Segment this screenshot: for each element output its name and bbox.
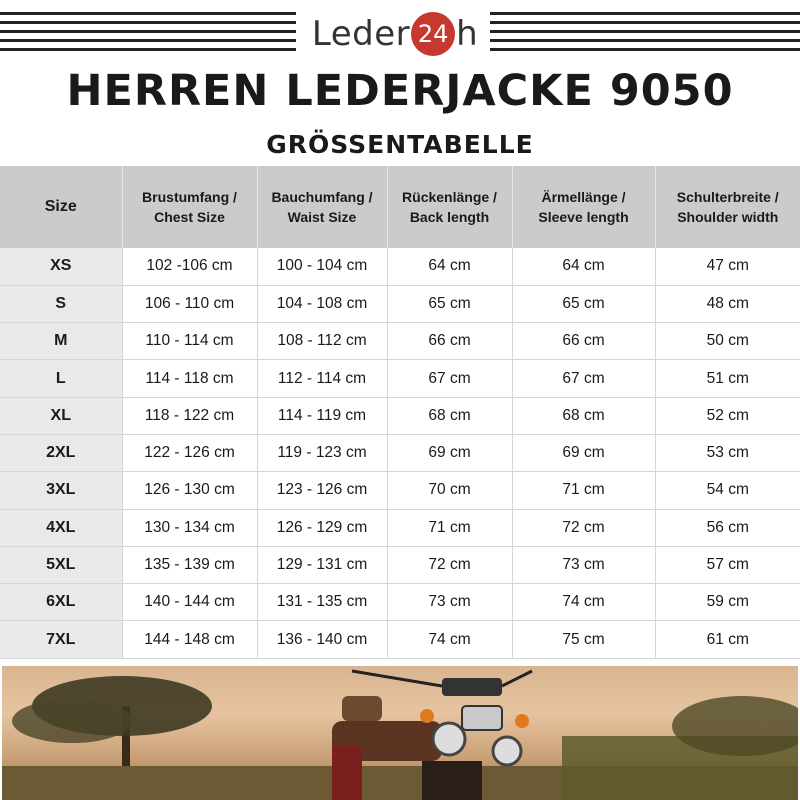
cell-waist: 112 - 114 cm	[257, 360, 387, 397]
cell-size: 3XL	[0, 472, 122, 509]
cell-sleeve-length: 69 cm	[512, 434, 655, 471]
cell-waist: 129 - 131 cm	[257, 546, 387, 583]
cell-back-length: 68 cm	[387, 397, 512, 434]
cell-waist: 114 - 119 cm	[257, 397, 387, 434]
column-header-shoulder-width: Schulterbreite / Shoulder width	[655, 166, 800, 248]
cell-sleeve-length: 66 cm	[512, 323, 655, 360]
cell-waist: 131 - 135 cm	[257, 584, 387, 621]
cell-sleeve-length: 67 cm	[512, 360, 655, 397]
cell-back-length: 64 cm	[387, 248, 512, 285]
cell-size: S	[0, 285, 122, 322]
cell-chest: 144 - 148 cm	[122, 621, 257, 658]
motorcycle-photo	[2, 666, 798, 800]
photo-illustration	[2, 666, 798, 800]
cell-sleeve-length: 74 cm	[512, 584, 655, 621]
table-row	[0, 360, 800, 397]
cell-waist: 136 - 140 cm	[257, 621, 387, 658]
cell-size: 4XL	[0, 509, 122, 546]
table-row	[0, 248, 800, 285]
brand-logo	[310, 8, 480, 60]
table-row	[0, 584, 800, 621]
cell-chest: 130 - 134 cm	[122, 509, 257, 546]
cell-size: M	[0, 323, 122, 360]
page-header	[0, 0, 800, 72]
cell-waist: 119 - 123 cm	[257, 434, 387, 471]
cell-shoulder-width: 54 cm	[655, 472, 800, 509]
table-row	[0, 397, 800, 434]
cell-size: 5XL	[0, 546, 122, 583]
cell-size: XL	[0, 397, 122, 434]
cell-shoulder-width: 56 cm	[655, 509, 800, 546]
cell-back-length: 72 cm	[387, 546, 512, 583]
cell-shoulder-width: 48 cm	[655, 285, 800, 322]
table-row	[0, 323, 800, 360]
logo-text-right: h	[456, 14, 479, 54]
cell-shoulder-width: 47 cm	[655, 248, 800, 285]
cell-back-length: 67 cm	[387, 360, 512, 397]
table-row	[0, 434, 800, 471]
column-header-size: Size	[0, 166, 122, 248]
cell-shoulder-width: 57 cm	[655, 546, 800, 583]
cell-chest: 135 - 139 cm	[122, 546, 257, 583]
page-title: HERREN LEDERJACKE 9050	[66, 66, 734, 116]
table-row	[0, 509, 800, 546]
table-header-row	[0, 166, 800, 248]
column-header-chest: Brustumfang / Chest Size	[122, 166, 257, 248]
page-subtitle: GRÖSSENTABELLE	[266, 130, 534, 159]
cell-chest: 118 - 122 cm	[122, 397, 257, 434]
logo-circle: 24	[411, 12, 455, 56]
cell-chest: 122 - 126 cm	[122, 434, 257, 471]
cell-size: 6XL	[0, 584, 122, 621]
cell-sleeve-length: 73 cm	[512, 546, 655, 583]
table-row	[0, 285, 800, 322]
cell-back-length: 71 cm	[387, 509, 512, 546]
decorative-stripes-left	[0, 12, 296, 60]
cell-waist: 126 - 129 cm	[257, 509, 387, 546]
decorative-stripes-right	[490, 12, 800, 60]
cell-shoulder-width: 52 cm	[655, 397, 800, 434]
cell-back-length: 69 cm	[387, 434, 512, 471]
logo-text-left: Leder	[311, 14, 411, 54]
table-row	[0, 472, 800, 509]
cell-back-length: 73 cm	[387, 584, 512, 621]
cell-sleeve-length: 75 cm	[512, 621, 655, 658]
cell-shoulder-width: 51 cm	[655, 360, 800, 397]
column-header-back-length: Rückenlänge / Back length	[387, 166, 512, 248]
table-row	[0, 546, 800, 583]
column-header-waist: Bauchumfang / Waist Size	[257, 166, 387, 248]
column-header-sleeve-length: Ärmellänge / Sleeve length	[512, 166, 655, 248]
cell-waist: 108 - 112 cm	[257, 323, 387, 360]
cell-size: L	[0, 360, 122, 397]
cell-sleeve-length: 72 cm	[512, 509, 655, 546]
cell-waist: 100 - 104 cm	[257, 248, 387, 285]
cell-chest: 106 - 110 cm	[122, 285, 257, 322]
cell-sleeve-length: 65 cm	[512, 285, 655, 322]
cell-size: 7XL	[0, 621, 122, 658]
cell-chest: 102 -106 cm	[122, 248, 257, 285]
cell-waist: 123 - 126 cm	[257, 472, 387, 509]
cell-size: 2XL	[0, 434, 122, 471]
cell-back-length: 66 cm	[387, 323, 512, 360]
cell-shoulder-width: 59 cm	[655, 584, 800, 621]
cell-shoulder-width: 50 cm	[655, 323, 800, 360]
cell-sleeve-length: 71 cm	[512, 472, 655, 509]
cell-chest: 140 - 144 cm	[122, 584, 257, 621]
cell-size: XS	[0, 248, 122, 285]
table-row	[0, 621, 800, 658]
cell-back-length: 74 cm	[387, 621, 512, 658]
cell-waist: 104 - 108 cm	[257, 285, 387, 322]
cell-shoulder-width: 53 cm	[655, 434, 800, 471]
cell-chest: 114 - 118 cm	[122, 360, 257, 397]
cell-sleeve-length: 64 cm	[512, 248, 655, 285]
cell-chest: 110 - 114 cm	[122, 323, 257, 360]
cell-sleeve-length: 68 cm	[512, 397, 655, 434]
cell-shoulder-width: 61 cm	[655, 621, 800, 658]
size-table	[0, 166, 800, 659]
cell-back-length: 65 cm	[387, 285, 512, 322]
cell-chest: 126 - 130 cm	[122, 472, 257, 509]
cell-back-length: 70 cm	[387, 472, 512, 509]
